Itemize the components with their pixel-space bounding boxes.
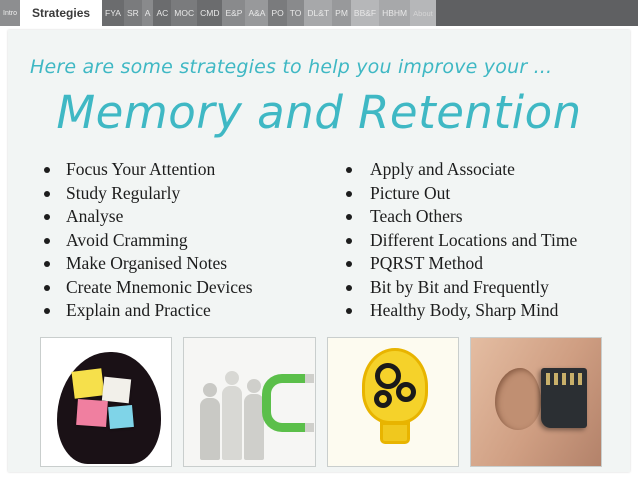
sticky-note-pink	[76, 399, 108, 427]
bullet-dot-icon	[44, 308, 50, 314]
list-item	[38, 158, 316, 182]
list-item-label: Avoid Cramming	[66, 229, 188, 250]
list-item	[340, 229, 618, 253]
list-item	[38, 205, 316, 229]
list-item-label: Bit by Bit and Frequently	[370, 276, 549, 297]
figure-head-icon	[203, 383, 217, 397]
lightbulb-base-icon	[380, 422, 410, 444]
list-item-label: Study Regularly	[66, 182, 181, 203]
list-item	[38, 276, 316, 300]
bullet-dot-icon	[44, 285, 50, 291]
right-bullet-list	[340, 158, 618, 323]
list-item-label: Analyse	[66, 206, 124, 226]
nav-item-to[interactable]: TO	[287, 0, 305, 26]
nav-item-po[interactable]: PO	[268, 0, 286, 26]
list-item	[38, 252, 316, 276]
bullet-dot-icon	[346, 285, 352, 291]
figures-magnet-photo	[183, 337, 315, 467]
list-item-label: Make Organised Notes	[66, 253, 228, 273]
sticky-note-yellow	[71, 368, 104, 398]
nav-item-aa[interactable]: A&A	[245, 0, 268, 26]
nav-item-cmd[interactable]: CMD	[197, 0, 222, 26]
list-item-label: Picture Out	[370, 182, 451, 203]
nav-item-ep[interactable]: E&P	[222, 0, 245, 26]
bullet-dot-icon	[44, 238, 50, 244]
nav-item-sr[interactable]: SR	[124, 0, 142, 26]
memory-card-pins	[546, 373, 582, 385]
list-item-label: Healthy Body, Sharp Mind	[370, 300, 559, 320]
bullet-dot-icon	[346, 214, 352, 220]
list-item	[38, 182, 316, 206]
ear-memory-card-photo	[470, 337, 602, 467]
slide-title: Memory and Retention	[56, 86, 582, 139]
bullet-dot-icon	[44, 214, 50, 220]
image-strip	[40, 337, 602, 467]
list-item	[340, 205, 618, 229]
list-item	[340, 252, 618, 276]
list-item	[340, 276, 618, 300]
bullet-dot-icon	[346, 308, 352, 314]
bullet-columns	[38, 158, 618, 323]
bullet-dot-icon	[44, 167, 50, 173]
left-bullet-list	[38, 158, 316, 323]
figure-head-icon	[225, 371, 239, 385]
sticky-note-white	[102, 377, 131, 404]
sticky-note-blue	[108, 405, 134, 429]
bullet-dot-icon	[346, 167, 352, 173]
figure-icon	[200, 398, 220, 460]
nav-item-fya[interactable]: FYA	[102, 0, 124, 26]
slide-canvas	[8, 30, 630, 472]
nav-item-pm[interactable]: PM	[332, 0, 351, 26]
list-item-label: Different Locations and Time	[370, 229, 578, 250]
nav-item-moc[interactable]: MOC	[171, 0, 197, 26]
nav-item-ac[interactable]: AC	[153, 0, 171, 26]
bullet-dot-icon	[346, 238, 352, 244]
slide-navigation-bar[interactable]	[0, 0, 638, 26]
bullet-dot-icon	[346, 261, 352, 267]
figure-head-icon	[247, 379, 261, 393]
nav-item-about[interactable]: About	[410, 0, 436, 26]
list-item-label: Apply and Associate	[370, 159, 515, 179]
list-item	[340, 158, 618, 182]
nav-item-strategies[interactable]: Strategies	[20, 0, 102, 26]
list-item	[38, 299, 316, 323]
bullet-dot-icon	[44, 191, 50, 197]
slide-subheading: Here are some strategies to help you improve your ...	[30, 56, 553, 78]
list-item	[340, 299, 618, 323]
list-item-label: Create Mnemonic Devices	[66, 276, 253, 297]
list-item-label: PQRST Method	[370, 253, 483, 273]
lightbulb-gears-photo	[327, 337, 459, 467]
gear-icon	[374, 390, 392, 408]
list-item-label: Focus Your Attention	[66, 159, 216, 179]
nav-item-a[interactable]: A	[142, 0, 154, 26]
silhouette-sticky-notes-photo	[40, 337, 172, 467]
magnet-icon	[262, 374, 305, 432]
memory-card-icon	[541, 368, 587, 428]
ear-icon	[495, 368, 541, 430]
list-item-label: Teach Others	[370, 206, 463, 226]
gear-icon	[375, 363, 401, 389]
nav-item-hbhm[interactable]: HBHM	[379, 0, 410, 26]
bullet-dot-icon	[346, 191, 352, 197]
right-bullet-column	[340, 158, 618, 323]
list-item	[340, 182, 618, 206]
list-item-label: Explain and Practice	[66, 300, 211, 320]
bullet-dot-icon	[44, 261, 50, 267]
left-bullet-column	[38, 158, 316, 323]
nav-item-dlt[interactable]: DL&T	[304, 0, 332, 26]
figure-icon	[222, 386, 242, 460]
gear-icon	[396, 382, 416, 402]
nav-item-bbf[interactable]: BB&F	[351, 0, 379, 26]
list-item	[38, 229, 316, 253]
nav-item-intro[interactable]: Intro	[0, 0, 20, 26]
